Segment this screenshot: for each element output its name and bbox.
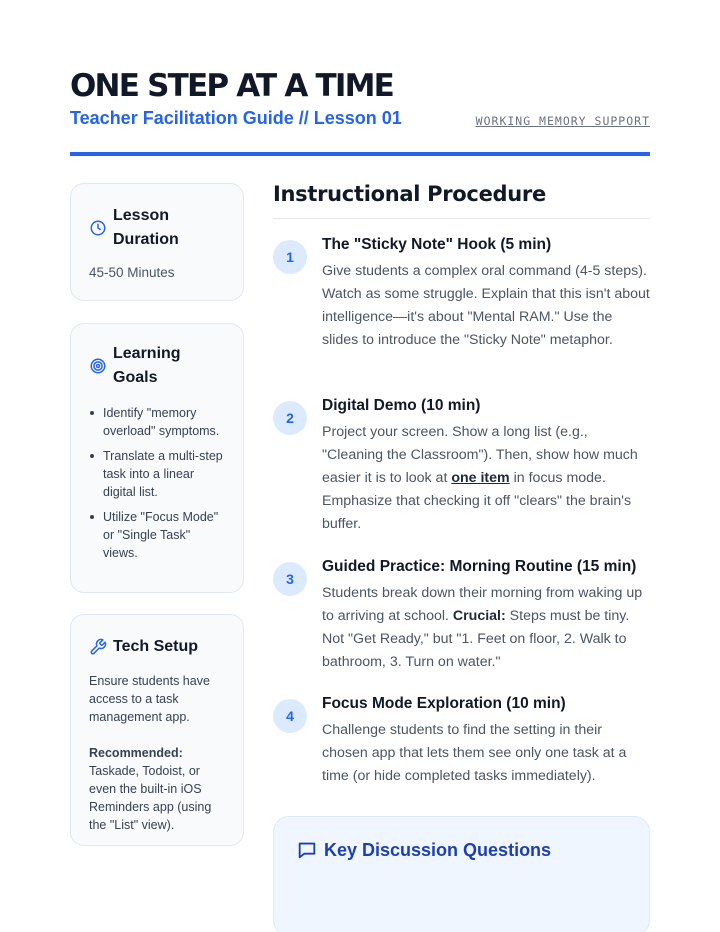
learning-goals-header [89, 342, 225, 390]
step-title: The "Sticky Note" Hook (5 min) [322, 236, 552, 253]
lesson-duration-header [89, 204, 225, 252]
discussion-title: Key Discussion Questions [324, 839, 552, 860]
step-body: Students break down their morning from waking up to arriving at school. Crucial: Steps must be tiny. Not "Get Ready," but "1. Feet on floor, 2. Walk to bathroom, 3. Turn on water." [322, 585, 643, 670]
page-subtitle: Teacher Facilitation Guide // Lesson 01 [70, 108, 402, 128]
learning-goals-card [70, 323, 244, 593]
goal-item: Identify "memory overload" symptoms. [89, 404, 225, 440]
step-number-badge: 3 [273, 562, 307, 596]
recommended-text: Taskade, Todoist, or even the built-in iOS Reminders app (using the "List" view). [89, 764, 212, 832]
key-discussion-questions-box [273, 816, 650, 932]
tech-setup-header [89, 635, 225, 659]
step-number-badge: 4 [273, 699, 307, 733]
step-title: Guided Practice: Morning Routine (15 min) [322, 558, 637, 575]
tech-setup-card [70, 614, 244, 846]
learning-goals-title: Learning Goals [113, 345, 181, 386]
section-divider [273, 218, 650, 219]
step-title: Digital Demo (10 min) [322, 397, 481, 414]
discussion-header [296, 839, 551, 861]
lesson-duration-card [70, 183, 244, 301]
step-number-badge: 2 [273, 401, 307, 435]
lesson-duration-value: 45-50 Minutes [89, 265, 175, 280]
tech-setup-intro: Ensure students have access to a task management app. [89, 674, 210, 724]
step-number-badge: 1 [273, 240, 307, 274]
instructional-procedure-title: Instructional Procedure [273, 182, 546, 206]
chat-bubble-icon [296, 839, 318, 861]
step-body: Challenge students to find the setting in their chosen app that lets them see only one task at a time (or hide completed tasks immediately). [322, 722, 627, 784]
lesson-duration-title: Lesson Duration [113, 207, 179, 248]
wrench-icon [89, 638, 107, 656]
target-icon [89, 357, 107, 375]
tech-setup-recommended [89, 744, 225, 834]
emphasis-one-item: one item [451, 470, 510, 486]
goal-item: Utilize "Focus Mode" or "Single Task" views. [89, 508, 225, 562]
step-title: Focus Mode Exploration (10 min) [322, 695, 566, 712]
page-title: ONE STEP AT A TIME [70, 68, 394, 104]
goal-item: Translate a multi-step task into a linear digital list. [89, 447, 225, 501]
header-divider [70, 152, 650, 156]
recommended-label: Recommended: [89, 746, 183, 760]
tech-setup-title: Tech Setup [113, 638, 199, 655]
step-body: Give students a complex oral command (4-5 steps). Watch as some struggle. Explain that this isn't about intelligence—it's about "Mental RAM." Use the slides to introduce the "Sticky Note" metaphor. [322, 263, 650, 348]
step-body: Project your screen. Show a long list (e.g., "Cleaning the Classroom"). Then, show how much easier it is to look at one item in focus mode. Emphasize that checking it off "clears" the brain's buffer. [322, 424, 638, 532]
topic-tag: WORKING MEMORY SUPPORT [475, 114, 650, 128]
clock-icon [89, 219, 107, 237]
emphasis-crucial: Crucial: [452, 608, 506, 624]
learning-goals-list [89, 404, 225, 562]
